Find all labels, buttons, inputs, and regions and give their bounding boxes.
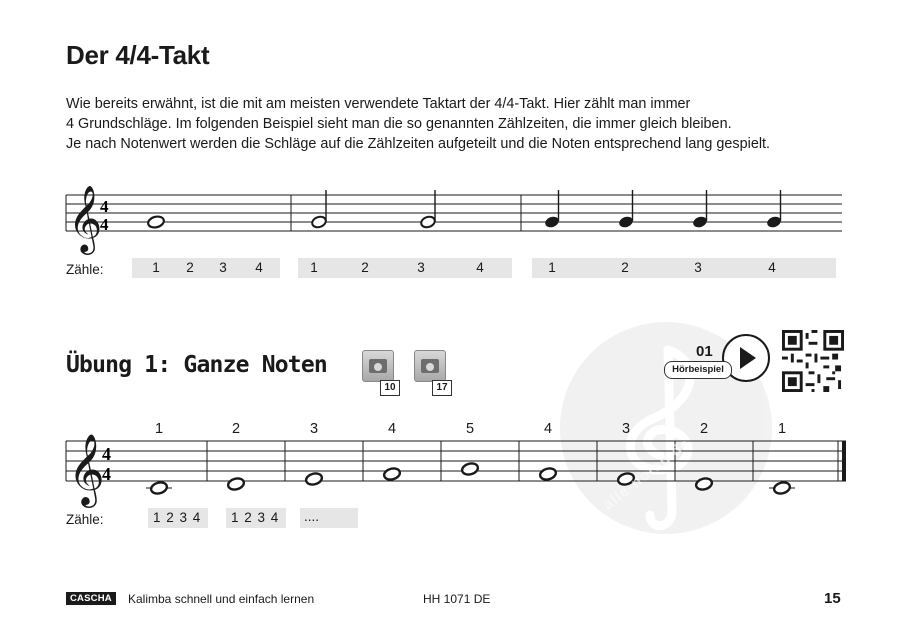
whole-note bbox=[227, 477, 245, 491]
count-number: 1 bbox=[310, 260, 318, 275]
footer-book-title: Kalimba schnell und einfach lernen bbox=[128, 592, 315, 606]
count-number: 1 bbox=[548, 260, 556, 275]
whole-note bbox=[383, 467, 401, 481]
measure-number: 4 bbox=[387, 421, 397, 437]
time-sig-bottom: 4 bbox=[100, 215, 109, 234]
count-box: 1 2 3 4 bbox=[226, 508, 286, 528]
kalimba-tab-icon bbox=[362, 350, 394, 382]
count-box: 1 2 3 4 bbox=[148, 508, 208, 528]
time-sig-bottom: 4 bbox=[102, 464, 111, 484]
page-title: Der 4/4-Takt bbox=[66, 40, 210, 70]
staff-1 bbox=[66, 195, 842, 231]
count-number: 2 bbox=[621, 260, 629, 275]
cascha-logo: CASCHA bbox=[66, 592, 116, 605]
measure-number: 2 bbox=[699, 421, 709, 437]
count-box: .... bbox=[300, 508, 358, 528]
whole-note bbox=[769, 481, 795, 495]
count-box bbox=[298, 258, 512, 278]
measure-number: 3 bbox=[621, 421, 631, 437]
measure-number: 5 bbox=[465, 421, 475, 437]
page-number: 15 bbox=[824, 590, 841, 607]
intro-line: Wie bereits erwähnt, ist die mit am meisten verwendete Taktart der 4/4-Takt. Hier zählt man immer bbox=[66, 96, 691, 112]
time-sig-top: 4 bbox=[100, 197, 109, 216]
count-number: 1 bbox=[152, 260, 160, 275]
kalimba-tab-icon bbox=[414, 350, 446, 382]
play-icon bbox=[740, 347, 756, 369]
count-number: 4 bbox=[768, 260, 776, 275]
count-number: 4 bbox=[255, 260, 263, 275]
whole-note bbox=[461, 462, 479, 476]
quarter-note bbox=[766, 190, 783, 229]
audio-track-number: 01 bbox=[696, 343, 713, 360]
measure-number: 1 bbox=[777, 421, 787, 437]
exercise-title: Übung 1: Ganze Noten bbox=[66, 352, 327, 378]
count-number: 3 bbox=[417, 260, 425, 275]
count-number: 3 bbox=[694, 260, 702, 275]
intro-line: Je nach Notenwert werden die Schläge auf die Zählzeiten aufgeteilt und die Noten entsprechend lang gespielt. bbox=[66, 136, 771, 152]
quarter-note bbox=[544, 190, 561, 229]
watermark-text: alle-noten.de bbox=[600, 435, 694, 514]
count-number: 2 bbox=[361, 260, 369, 275]
whole-note bbox=[539, 467, 557, 481]
tab-number-badge: 10 bbox=[380, 380, 400, 396]
count-box bbox=[132, 258, 280, 278]
count-number: 4 bbox=[476, 260, 484, 275]
audio-label: Hörbeispiel bbox=[664, 361, 732, 379]
measure-number: 1 bbox=[154, 421, 164, 437]
quarter-note bbox=[692, 190, 709, 229]
tab-number-badge: 17 bbox=[432, 380, 452, 396]
treble-clef-icon bbox=[68, 184, 102, 255]
half-note bbox=[420, 190, 437, 229]
count-label: Zähle: bbox=[66, 512, 104, 527]
footer-catalog-number: HH 1071 DE bbox=[423, 592, 491, 606]
half-note bbox=[311, 190, 328, 229]
qr-code-icon[interactable] bbox=[782, 330, 844, 392]
whole-note bbox=[147, 215, 165, 229]
svg-text:𝄞: 𝄞 bbox=[68, 184, 103, 252]
count-number: 2 bbox=[186, 260, 194, 275]
count-label: Zähle: bbox=[66, 262, 104, 277]
quarter-note bbox=[618, 190, 635, 229]
measure-number: 4 bbox=[543, 421, 553, 437]
whole-note bbox=[305, 472, 323, 486]
count-number: 3 bbox=[219, 260, 227, 275]
intro-line: 4 Grundschläge. Im folgenden Beispiel sieht man die so genannten Zählzeiten, die immer gleich bleiben. bbox=[66, 116, 732, 132]
measure-number: 3 bbox=[309, 421, 319, 437]
count-box bbox=[532, 258, 836, 278]
whole-note bbox=[146, 481, 172, 495]
svg-text:𝄞: 𝄞 bbox=[68, 432, 105, 505]
treble-clef-icon bbox=[68, 432, 105, 508]
final-barline bbox=[842, 441, 846, 481]
measure-number: 2 bbox=[231, 421, 241, 437]
time-sig-top: 4 bbox=[102, 444, 111, 464]
